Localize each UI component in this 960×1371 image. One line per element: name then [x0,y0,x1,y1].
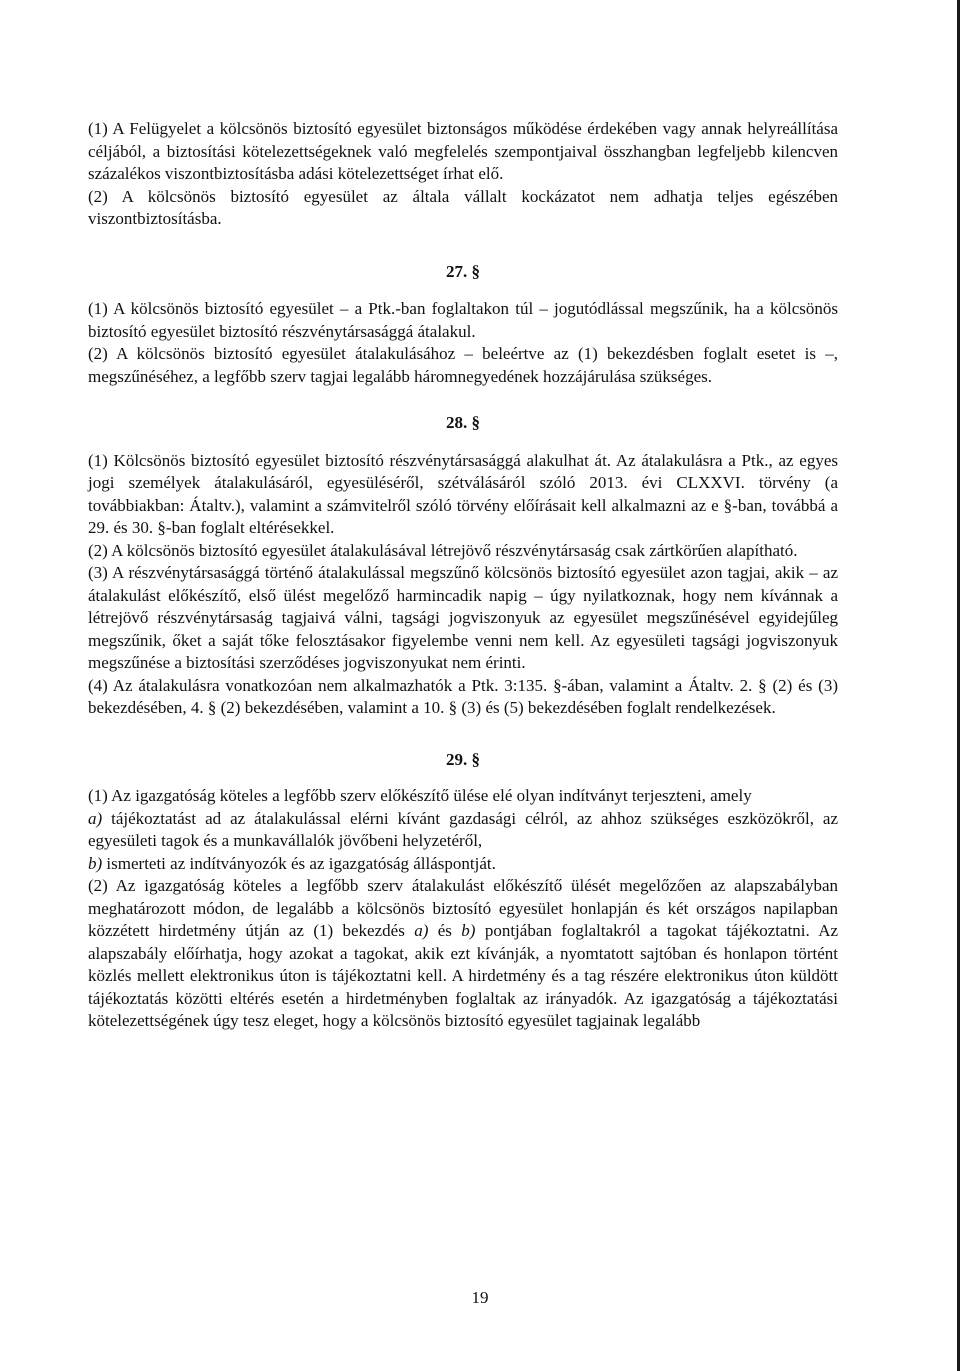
list-item-a [88,808,838,853]
paragraph: (1) Kölcsönös biztosító egyesület biztosító részvénytársasággá alakulhat át. Az átalakulásra a Ptk., az egyes jogi személyek átalakulásáról, egyesüléséről, szétválásáról szóló 2013. évi CLXXVI. törvény (a továbbiakban: Átaltv.), valamint a számvitelről szóló törvény előírásait kell alkalmazni az e §-ban, továbbá a 29. és 30. §-ban foglalt eltérésekkel. [88,450,838,537]
item-ref: b) [461,921,476,940]
document-page [88,118,838,1033]
item-text: ismerteti az indítványozók és az igazgatóság álláspontját. [106,853,496,873]
paragraph: (4) Az átalakulásra vonatkozóan nem alkalmazhatók a Ptk. 3:135. §-ában, valamint a Átaltv. 2. § (2) és (3) bekezdésében, 4. § (2) bekezdésében, valamint a 10. § (3) és (5) bekezdésében foglalt rendelkezések. [88,675,838,717]
text-run: pontjában foglaltakról a tagokat tájékoztatni. Az alapszabály előírhatja, hogy azokat a tagokat, akik ezt kívánják, a nyomtatott sajtóban és honlapon történt közlés mellett elektronikus úton is tájékoztatni kell. A hirdetmény és a tag részére elektronikus úton küldött tájékoztatás közötti eltérés esetén a hirdetményben foglaltak az irányadók. Az igazgatóság a tájékoztatási kötelezettségének úgy tesz eleget, hogy a kölcsönös biztosító egyesület tagjainak legalább [88,921,839,1030]
paragraph: (1) A kölcsönös biztosító egyesület – a Ptk.-ban foglaltakon túl – jogutódlással megszűnik, ha a kölcsönös biztosító egyesület biztosító részvénytársasággá átalakul. [88,299,838,341]
item-text: tájékoztatást ad az átalakulással elérni kívánt gazdasági célról, az ahhoz szükséges eszközökről, az egyesületi tagok és a munkavállalók jövőbeni helyzetéről, [88,808,838,850]
section-heading-28: 28. § [446,413,480,432]
section-heading-27: 27. § [446,261,480,281]
paragraph: (1) A Felügyelet a kölcsönös biztosító egyesület biztonságos működése érdekében vagy annak helyreállítása céljából, a biztosítási kötelezettségeknek való megfelelés szempontjaival összhangban legfeljebb kilencven százalékos viszontbiztosításba adási kötelezettséget írhat elő. [88,119,838,183]
paragraph: (2) A kölcsönös biztosító egyesület az általa vállalt kockázatot nem adhatja teljes egészében viszontbiztosításba. [88,186,838,228]
paragraph [88,875,838,1033]
item-label: a) [88,808,103,828]
item-ref: a) [414,921,429,940]
text-run: (2) Az igazgatóság köteles a legfőbb szerv átalakulást előkészítő ülését megelőzően az alapszabályban meghatározott módon, de legalább a kölcsönös biztosító egyesület honlapján és két országos napilapban közzétett hirdetmény útján az (1) bekezdés [88,876,838,940]
page-number: 19 [471,1288,489,1307]
text-run: és [437,921,452,940]
paragraph: (2) A kölcsönös biztosító egyesület átalakulásával létrejövő részvénytársaság csak zártkörűen alapítható. [88,540,798,560]
item-label: b) [88,853,103,873]
list-item-b [88,853,838,876]
section-heading-29: 29. § [446,749,480,769]
paragraph: (3) A részvénytársasággá történő átalakulással megszűnő kölcsönös biztosító egyesület azon tagjai, akik – az átalakulást előkészítő, első ülést megelőző harmincadik napig – úgy nyilatkoznak, hogy nem kívánnak a létrejövő részvénytársaság tagjaivá válni, tagsági jogviszonyuk az egyesület megszűnésével egyidejűleg megszűnik, őket a saját tőke felosztásakor figyelembe venni nem kell. Az egyesületi tagsági jogviszonyuk megszűnése a biztosítási szerződéses jogviszonyukat nem érinti. [88,563,838,672]
paragraph: (2) A kölcsönös biztosító egyesület átalakulásához – beleértve az (1) bekezdésben foglalt esetet is –, megszűnéséhez, a legfőbb szerv tagjai legalább háromnegyedének hozzájárulása szükséges. [88,344,838,386]
paragraph: (1) Az igazgatóság köteles a legfőbb szerv előkészítő ülése elé olyan indítványt terjeszteni, amely [88,786,752,805]
